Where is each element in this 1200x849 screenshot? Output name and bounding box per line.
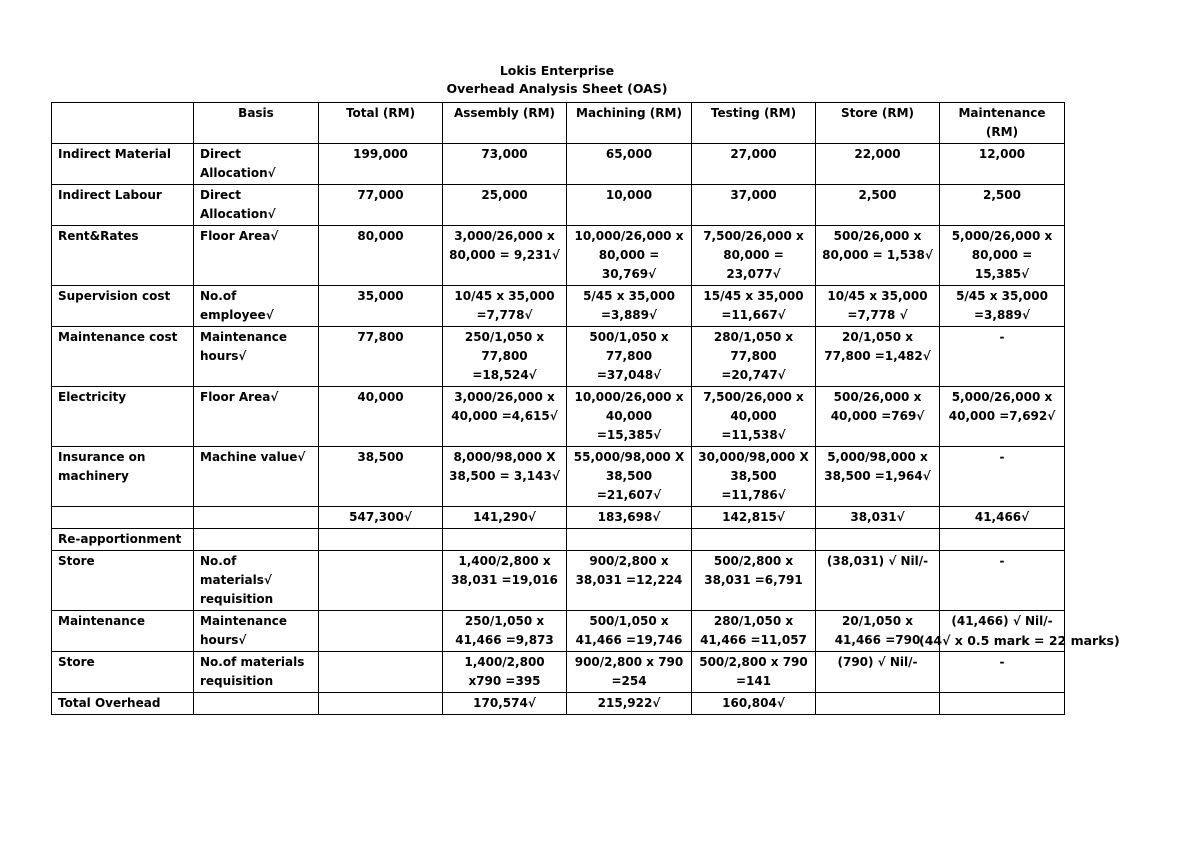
table-cell: No.of materials requisition [194, 652, 319, 693]
table-cell: 1,400/2,800 x 38,031 =19,016 [443, 551, 567, 611]
row-label: Insurance on machinery [52, 447, 194, 507]
row-label: Re-apportionment [52, 529, 194, 551]
table-cell: - [940, 327, 1065, 387]
table-cell: 25,000 [443, 185, 567, 226]
table-cell: 5,000/26,000 x 80,000 = 15,385√ [940, 226, 1065, 286]
table-cell: No.of employee√ [194, 286, 319, 327]
table-cell: 500/26,000 x 80,000 = 1,538√ [816, 226, 940, 286]
table-cell: 80,000 [319, 226, 443, 286]
table-cell: 20/1,050 x 77,800 =1,482√ [816, 327, 940, 387]
table-cell: 37,000 [692, 185, 816, 226]
table-cell: 41,466√ [940, 507, 1065, 529]
table-cell: 5,000/98,000 x 38,500 =1,964√ [816, 447, 940, 507]
table-row [52, 693, 1065, 715]
row-label: Maintenance [52, 611, 194, 652]
table-cell: 38,500 [319, 447, 443, 507]
table-cell: 10/45 x 35,000 =7,778√ [443, 286, 567, 327]
table-row [52, 185, 1065, 226]
column-header: Assembly (RM) [443, 103, 567, 144]
table-cell: 500/2,800 x 38,031 =6,791 [692, 551, 816, 611]
table-cell [940, 693, 1065, 715]
table-cell: (38,031) √ Nil/- [816, 551, 940, 611]
table-cell: Direct Allocation√ [194, 185, 319, 226]
marks-note: (44√ x 0.5 mark = 22 marks) [919, 633, 1120, 648]
row-label: Indirect Material [52, 144, 194, 185]
row-label: Electricity [52, 387, 194, 447]
table-cell: 22,000 [816, 144, 940, 185]
row-label [52, 507, 194, 529]
row-label: Indirect Labour [52, 185, 194, 226]
table-cell: 500/26,000 x 40,000 =769√ [816, 387, 940, 447]
table-cell: 77,000 [319, 185, 443, 226]
row-label: Maintenance cost [52, 327, 194, 387]
table-cell: 141,290√ [443, 507, 567, 529]
table-row [52, 447, 1065, 507]
table-cell: Floor Area√ [194, 226, 319, 286]
table-cell: 7,500/26,000 x 80,000 = 23,077√ [692, 226, 816, 286]
table-cell: 170,574√ [443, 693, 567, 715]
table-cell: 73,000 [443, 144, 567, 185]
table-row [52, 529, 1065, 551]
table-cell: Direct Allocation√ [194, 144, 319, 185]
table-cell: 900/2,800 x 38,031 =12,224 [567, 551, 692, 611]
table-cell: 15/45 x 35,000 =11,667√ [692, 286, 816, 327]
table-cell: 55,000/98,000 X 38,500 =21,607√ [567, 447, 692, 507]
row-label: Total Overhead [52, 693, 194, 715]
table-cell: No.of materials√ requisition [194, 551, 319, 611]
row-label: Supervision cost [52, 286, 194, 327]
column-header: Total (RM) [319, 103, 443, 144]
table-cell: 12,000 [940, 144, 1065, 185]
table-cell: - [940, 447, 1065, 507]
table-cell: 40,000 [319, 387, 443, 447]
document-heading [50, 62, 1064, 98]
table-cell: Maintenance hours√ [194, 611, 319, 652]
row-label: Store [52, 551, 194, 611]
table-cell: - [940, 551, 1065, 611]
column-header: Machining (RM) [567, 103, 692, 144]
table-cell [692, 529, 816, 551]
table-cell [816, 529, 940, 551]
table-cell [940, 529, 1065, 551]
table-cell: 500/1,050 x 77,800 =37,048√ [567, 327, 692, 387]
column-header: Testing (RM) [692, 103, 816, 144]
table-cell: (790) √ Nil/- [816, 652, 940, 693]
document-subtitle: Overhead Analysis Sheet (OAS) [446, 81, 668, 96]
table-cell: 38,031√ [816, 507, 940, 529]
table-cell: 3,000/26,000 x 80,000 = 9,231√ [443, 226, 567, 286]
table-cell: - [940, 652, 1065, 693]
table-row [52, 144, 1065, 185]
table-cell [194, 507, 319, 529]
table-cell [319, 611, 443, 652]
table-cell: 547,300√ [319, 507, 443, 529]
table-cell [319, 693, 443, 715]
table-cell [816, 693, 940, 715]
table-row [52, 327, 1065, 387]
column-header: Store (RM) [816, 103, 940, 144]
column-header [52, 103, 194, 144]
table-row [52, 652, 1065, 693]
table-cell: 10,000 [567, 185, 692, 226]
table-cell: 199,000 [319, 144, 443, 185]
overhead-analysis-table [51, 102, 1065, 715]
table-row [52, 611, 1065, 652]
table-cell: Machine value√ [194, 447, 319, 507]
table-cell [319, 652, 443, 693]
table-row [52, 507, 1065, 529]
table-cell: 5,000/26,000 x 40,000 =7,692√ [940, 387, 1065, 447]
table-cell: 2,500 [816, 185, 940, 226]
table-cell: 27,000 [692, 144, 816, 185]
table-cell: 5/45 x 35,000 =3,889√ [940, 286, 1065, 327]
table-cell: 20/1,050 x 41,466 =790 [816, 611, 940, 652]
table-cell: 77,800 [319, 327, 443, 387]
column-header: Basis [194, 103, 319, 144]
table-cell [194, 529, 319, 551]
table-cell: 10/45 x 35,000 =7,778 √ [816, 286, 940, 327]
row-label: Store [52, 652, 194, 693]
table-row [52, 226, 1065, 286]
table-cell: 5/45 x 35,000 =3,889√ [567, 286, 692, 327]
table-cell: 215,922√ [567, 693, 692, 715]
table-cell: 30,000/98,000 X 38,500 =11,786√ [692, 447, 816, 507]
table-cell [567, 529, 692, 551]
table-cell: 250/1,050 x 77,800 =18,524√ [443, 327, 567, 387]
table-cell: 3,000/26,000 x 40,000 =4,615√ [443, 387, 567, 447]
table-cell: 35,000 [319, 286, 443, 327]
table-cell: 142,815√ [692, 507, 816, 529]
table-cell [443, 529, 567, 551]
table-row [52, 387, 1065, 447]
table-cell: 250/1,050 x 41,466 =9,873 [443, 611, 567, 652]
table-header-row [52, 103, 1065, 144]
table-cell: 8,000/98,000 X 38,500 = 3,143√ [443, 447, 567, 507]
table-cell: 1,400/2,800 x790 =395 [443, 652, 567, 693]
table-cell: Maintenance hours√ [194, 327, 319, 387]
table-cell: 65,000 [567, 144, 692, 185]
table-cell: 10,000/26,000 x 40,000 =15,385√ [567, 387, 692, 447]
table-cell: (41,466) √ Nil/- [940, 611, 1065, 652]
table-cell: 10,000/26,000 x 80,000 = 30,769√ [567, 226, 692, 286]
table-cell [319, 551, 443, 611]
table-cell: 160,804√ [692, 693, 816, 715]
row-label: Rent&Rates [52, 226, 194, 286]
table-cell: 280/1,050 x 41,466 =11,057 [692, 611, 816, 652]
table-row [52, 551, 1065, 611]
table-cell [319, 529, 443, 551]
table-cell: 183,698√ [567, 507, 692, 529]
table-cell: 2,500 [940, 185, 1065, 226]
column-header: Maintenance (RM) [940, 103, 1065, 144]
table-cell: 500/1,050 x 41,466 =19,746 [567, 611, 692, 652]
table-row [52, 286, 1065, 327]
table-cell: Floor Area√ [194, 387, 319, 447]
table-cell: 280/1,050 x 77,800 =20,747√ [692, 327, 816, 387]
document-title: Lokis Enterprise [499, 63, 615, 78]
table-cell: 7,500/26,000 x 40,000 =11,538√ [692, 387, 816, 447]
table-cell: 500/2,800 x 790 =141 [692, 652, 816, 693]
table-cell [194, 693, 319, 715]
table-cell: 900/2,800 x 790 =254 [567, 652, 692, 693]
